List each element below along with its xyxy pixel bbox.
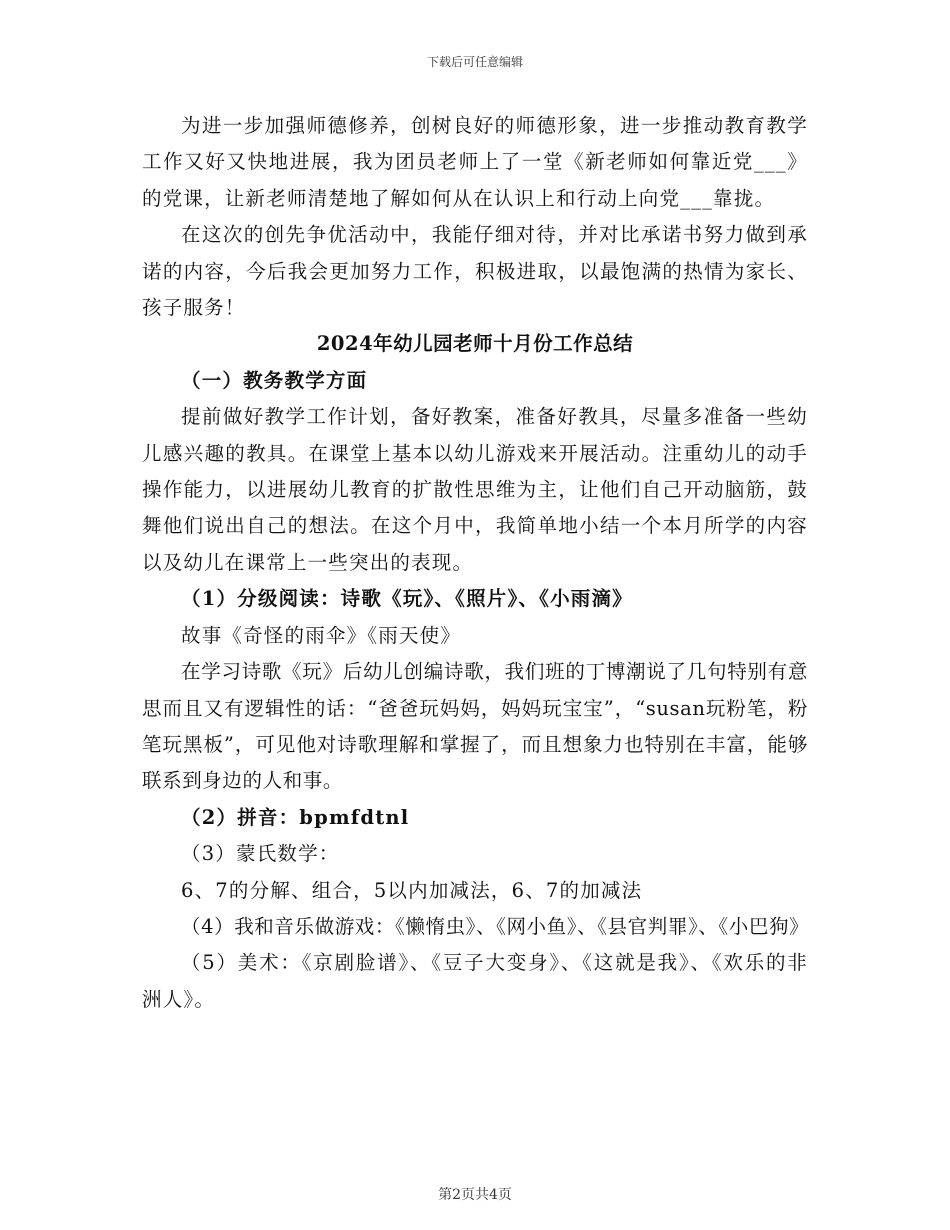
paragraph-teacher-ethics: 为进一步加强师德修养，创树良好的师德形象，进一步推动教育教学工作又好又快地进展，我为团员老师上了一堂《新老师如何靠近党___》的党课，让新老师清楚地了解如何从在认识上和行动上向党___靠拢。: [142, 114, 808, 210]
page-footer: 第2页共4页: [438, 1187, 512, 1203]
subheading-graded-reading: （1）分级阅读：诗歌《玩》、《照片》、《小雨滴》: [181, 587, 633, 611]
section-heading-teaching: （一）教务教学方面: [181, 368, 368, 392]
paragraph-poem-creation: 在学习诗歌《玩》后幼儿创编诗歌，我们班的丁博潮说了几句特别有意思而且又有逻辑性的话：“爸爸玩妈妈，妈妈玩宝宝”，“susan玩粉笔，粉笔玩黑板”，可见他对诗歌理解和掌握了，而且想象力也特别在丰富，能够联系到身边的人和事。: [142, 660, 808, 793]
document-title: 2024年幼儿园老师十月份工作总结: [316, 332, 634, 356]
paragraph-math-content: 6、7的分解、组合，5以内加减法，6、7的加减法: [181, 878, 643, 902]
document-body: [142, 108, 808, 1018]
paragraph-music-games: （4）我和音乐做游戏：《懒惰虫》、《网小鱼》、《县官判罪》、《小巴狗》: [181, 914, 810, 938]
paragraph-art: （5）美术：《京剧脸谱》、《豆子大变身》、《这就是我》、《欢乐的非洲人》。: [142, 951, 808, 1011]
paragraph-stories: 故事《奇怪的雨伞》《雨天使》: [181, 623, 462, 647]
page-header: 下载后可任意编辑: [426, 55, 523, 69]
subheading-montessori-math: （3）蒙氏数学：: [181, 842, 340, 866]
paragraph-commitment: 在这次的创先争优活动中，我能仔细对待，并对比承诺书努力做到承诺的内容，今后我会更加努力工作，积极进取，以最饱满的热情为家长、孩子服务！: [142, 223, 808, 320]
paragraph-teaching-plan: 提前做好教学工作计划，备好教案，准备好教具，尽量多准备一些幼儿感兴趣的教具。在课堂上基本以幼儿游戏来开展活动。注重幼儿的动手操作能力，以进展幼儿教育的扩散性思维为主，让他们自己开动脑筋，鼓舞他们说出自己的想法。在这个月中，我简单地小结一个本月所学的内容以及幼儿在课常上一些突出的表现。: [142, 405, 808, 574]
subheading-pinyin: （2）拼音：bpmfdtnl: [181, 805, 410, 829]
